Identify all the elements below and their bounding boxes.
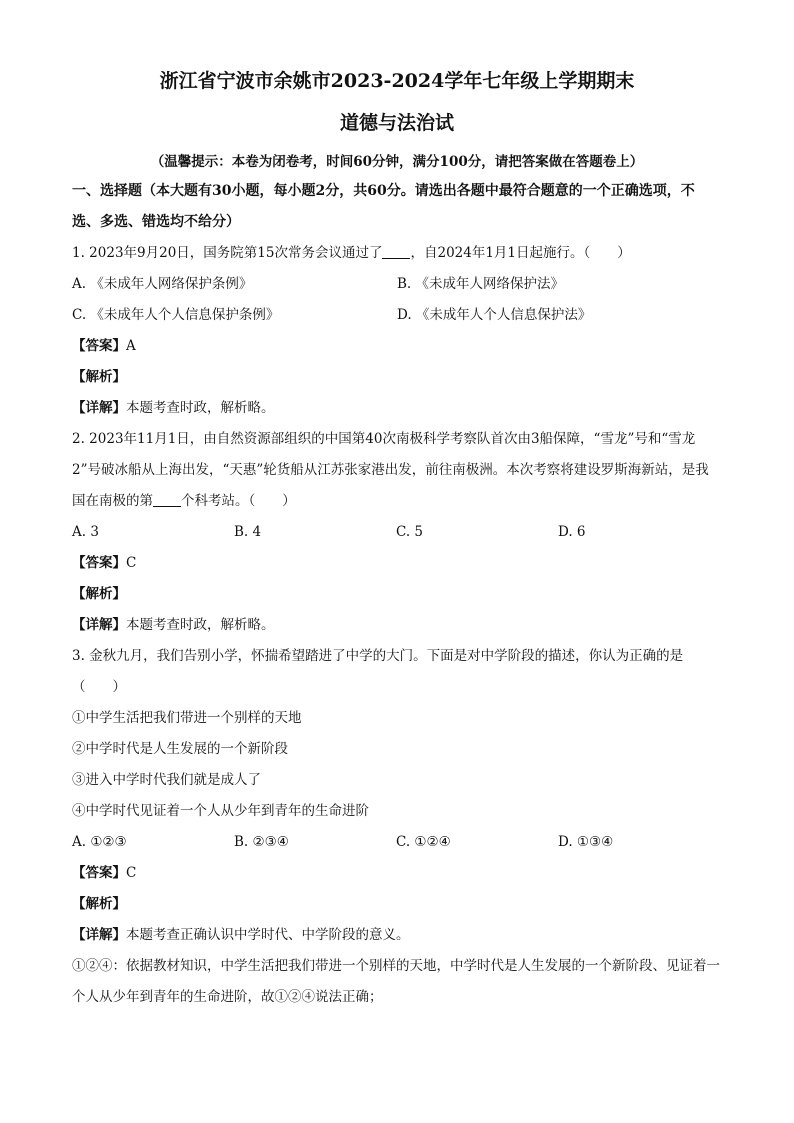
- q1-answer-label: 【答案】: [72, 338, 126, 354]
- q1-detail-text: 本题考查时政，解析略。: [126, 400, 275, 416]
- exam-title-line2: 道德与法治试: [339, 112, 454, 134]
- q3-explanation: ①②④：依据教材知识，中学生活把我们带进一个别样的天地，中学时代是人生发展的一个新阶段、见证着一个人从少年到青年的生命进阶，故①②④说法正确；: [72, 958, 720, 1005]
- q1-option-d: D. 《未成年人个人信息保护法》: [397, 307, 592, 323]
- q3-option-c: C. ①②④: [396, 834, 451, 850]
- q2-answer-label: 【答案】: [72, 555, 126, 571]
- q1-blank: [382, 244, 410, 259]
- q3-answer-label: 【答案】: [72, 865, 126, 881]
- q3-item-4: ④中学时代见证着一个人从少年到青年的生命进阶: [72, 803, 369, 819]
- q3-item-1: ①中学生活把我们带进一个别样的天地: [72, 710, 302, 726]
- q3-item-3: ③进入中学时代我们就是成人了: [72, 772, 261, 788]
- q2-detail: [72, 610, 722, 641]
- q2-option-b: B. 4: [234, 524, 262, 540]
- q1-options-row-2: [72, 300, 722, 331]
- q2-detail-text: 本题考查时政，解析略。: [126, 617, 275, 633]
- exam-tip: （温馨提示：本卷为闭卷考，时间60分钟，满分100分，请把答案做在答题卷上）: [150, 154, 644, 170]
- q3-answer: [72, 858, 722, 889]
- q1-options-row-1: [72, 269, 722, 300]
- q3-detail-label: 【详解】: [72, 927, 126, 943]
- q3-option-b: B. ②③④: [234, 834, 289, 850]
- q1-option-b: B. 《未成年人网络保护法》: [397, 276, 565, 292]
- exam-title-line1: 浙江省宁波市余姚市2023-2024学年七年级上学期期末: [159, 70, 635, 92]
- question-2-stem: [72, 424, 722, 517]
- q2-option-d: D. 6: [558, 524, 586, 540]
- q3-detail: [72, 920, 722, 951]
- q2-stem-part-a: 2. 2023年11月1日，由自然资源部组织的中国第40次南极科学考察队首次由3船保障，“雪龙”号和“雪龙2”号破冰船从上海出发，“天惠”轮货船从江苏张家港出发，前往南极洲。本次考察将建设罗斯海新站，是我国在南极的第: [72, 431, 709, 509]
- q3-options: [72, 827, 722, 858]
- section-heading: 一、选择题（本大题有30小题，每小题2分，共60分。请选出各题中最符合题意的一个正确选项，不选、多选、错选均不给分）: [72, 183, 695, 230]
- q2-stem-part-b: 个科考站。（ ）: [181, 493, 296, 509]
- q1-analysis-label: 【解析】: [72, 369, 126, 385]
- q2-option-c: C. 5: [396, 524, 424, 540]
- q1-option-a: A. 《未成年人网络保护条例》: [72, 276, 253, 292]
- q1-detail: [72, 393, 722, 424]
- q3-answer-value: C: [126, 865, 137, 881]
- q1-answer-value: A: [126, 338, 136, 354]
- q3-item-2: ②中学时代是人生发展的一个新阶段: [72, 741, 288, 757]
- q1-detail-label: 【详解】: [72, 400, 126, 416]
- question-1-stem: [72, 238, 722, 269]
- q3-analysis-label: 【解析】: [72, 896, 126, 912]
- question-3-stem: 3. 金秋九月，我们告别小学，怀揣希望踏进了中学的大门。下面是对中学阶段的描述，你认为正确的是（ ）: [72, 648, 684, 695]
- q1-answer: [72, 331, 722, 362]
- q2-option-a: A. 3: [72, 524, 99, 540]
- q2-answer: [72, 548, 722, 579]
- exam-page: [72, 62, 722, 1013]
- q2-detail-label: 【详解】: [72, 617, 126, 633]
- q1-stem-part-b: ，自2024年1月1日起施行。（ ）: [410, 245, 631, 261]
- q3-option-d: D. ①③④: [558, 834, 614, 850]
- q3-option-a: A. ①②③: [72, 834, 127, 850]
- q2-blank: [153, 492, 181, 507]
- q3-detail-text: 本题考查正确认识中学时代、中学阶段的意义。: [126, 927, 410, 943]
- q2-answer-value: C: [126, 555, 137, 571]
- q2-analysis-label: 【解析】: [72, 586, 126, 602]
- q1-option-c: C. 《未成年人个人信息保护条例》: [72, 307, 280, 323]
- q1-stem-part-a: 1. 2023年9月20日，国务院第15次常务会议通过了: [72, 245, 383, 261]
- q2-options: [72, 517, 722, 548]
